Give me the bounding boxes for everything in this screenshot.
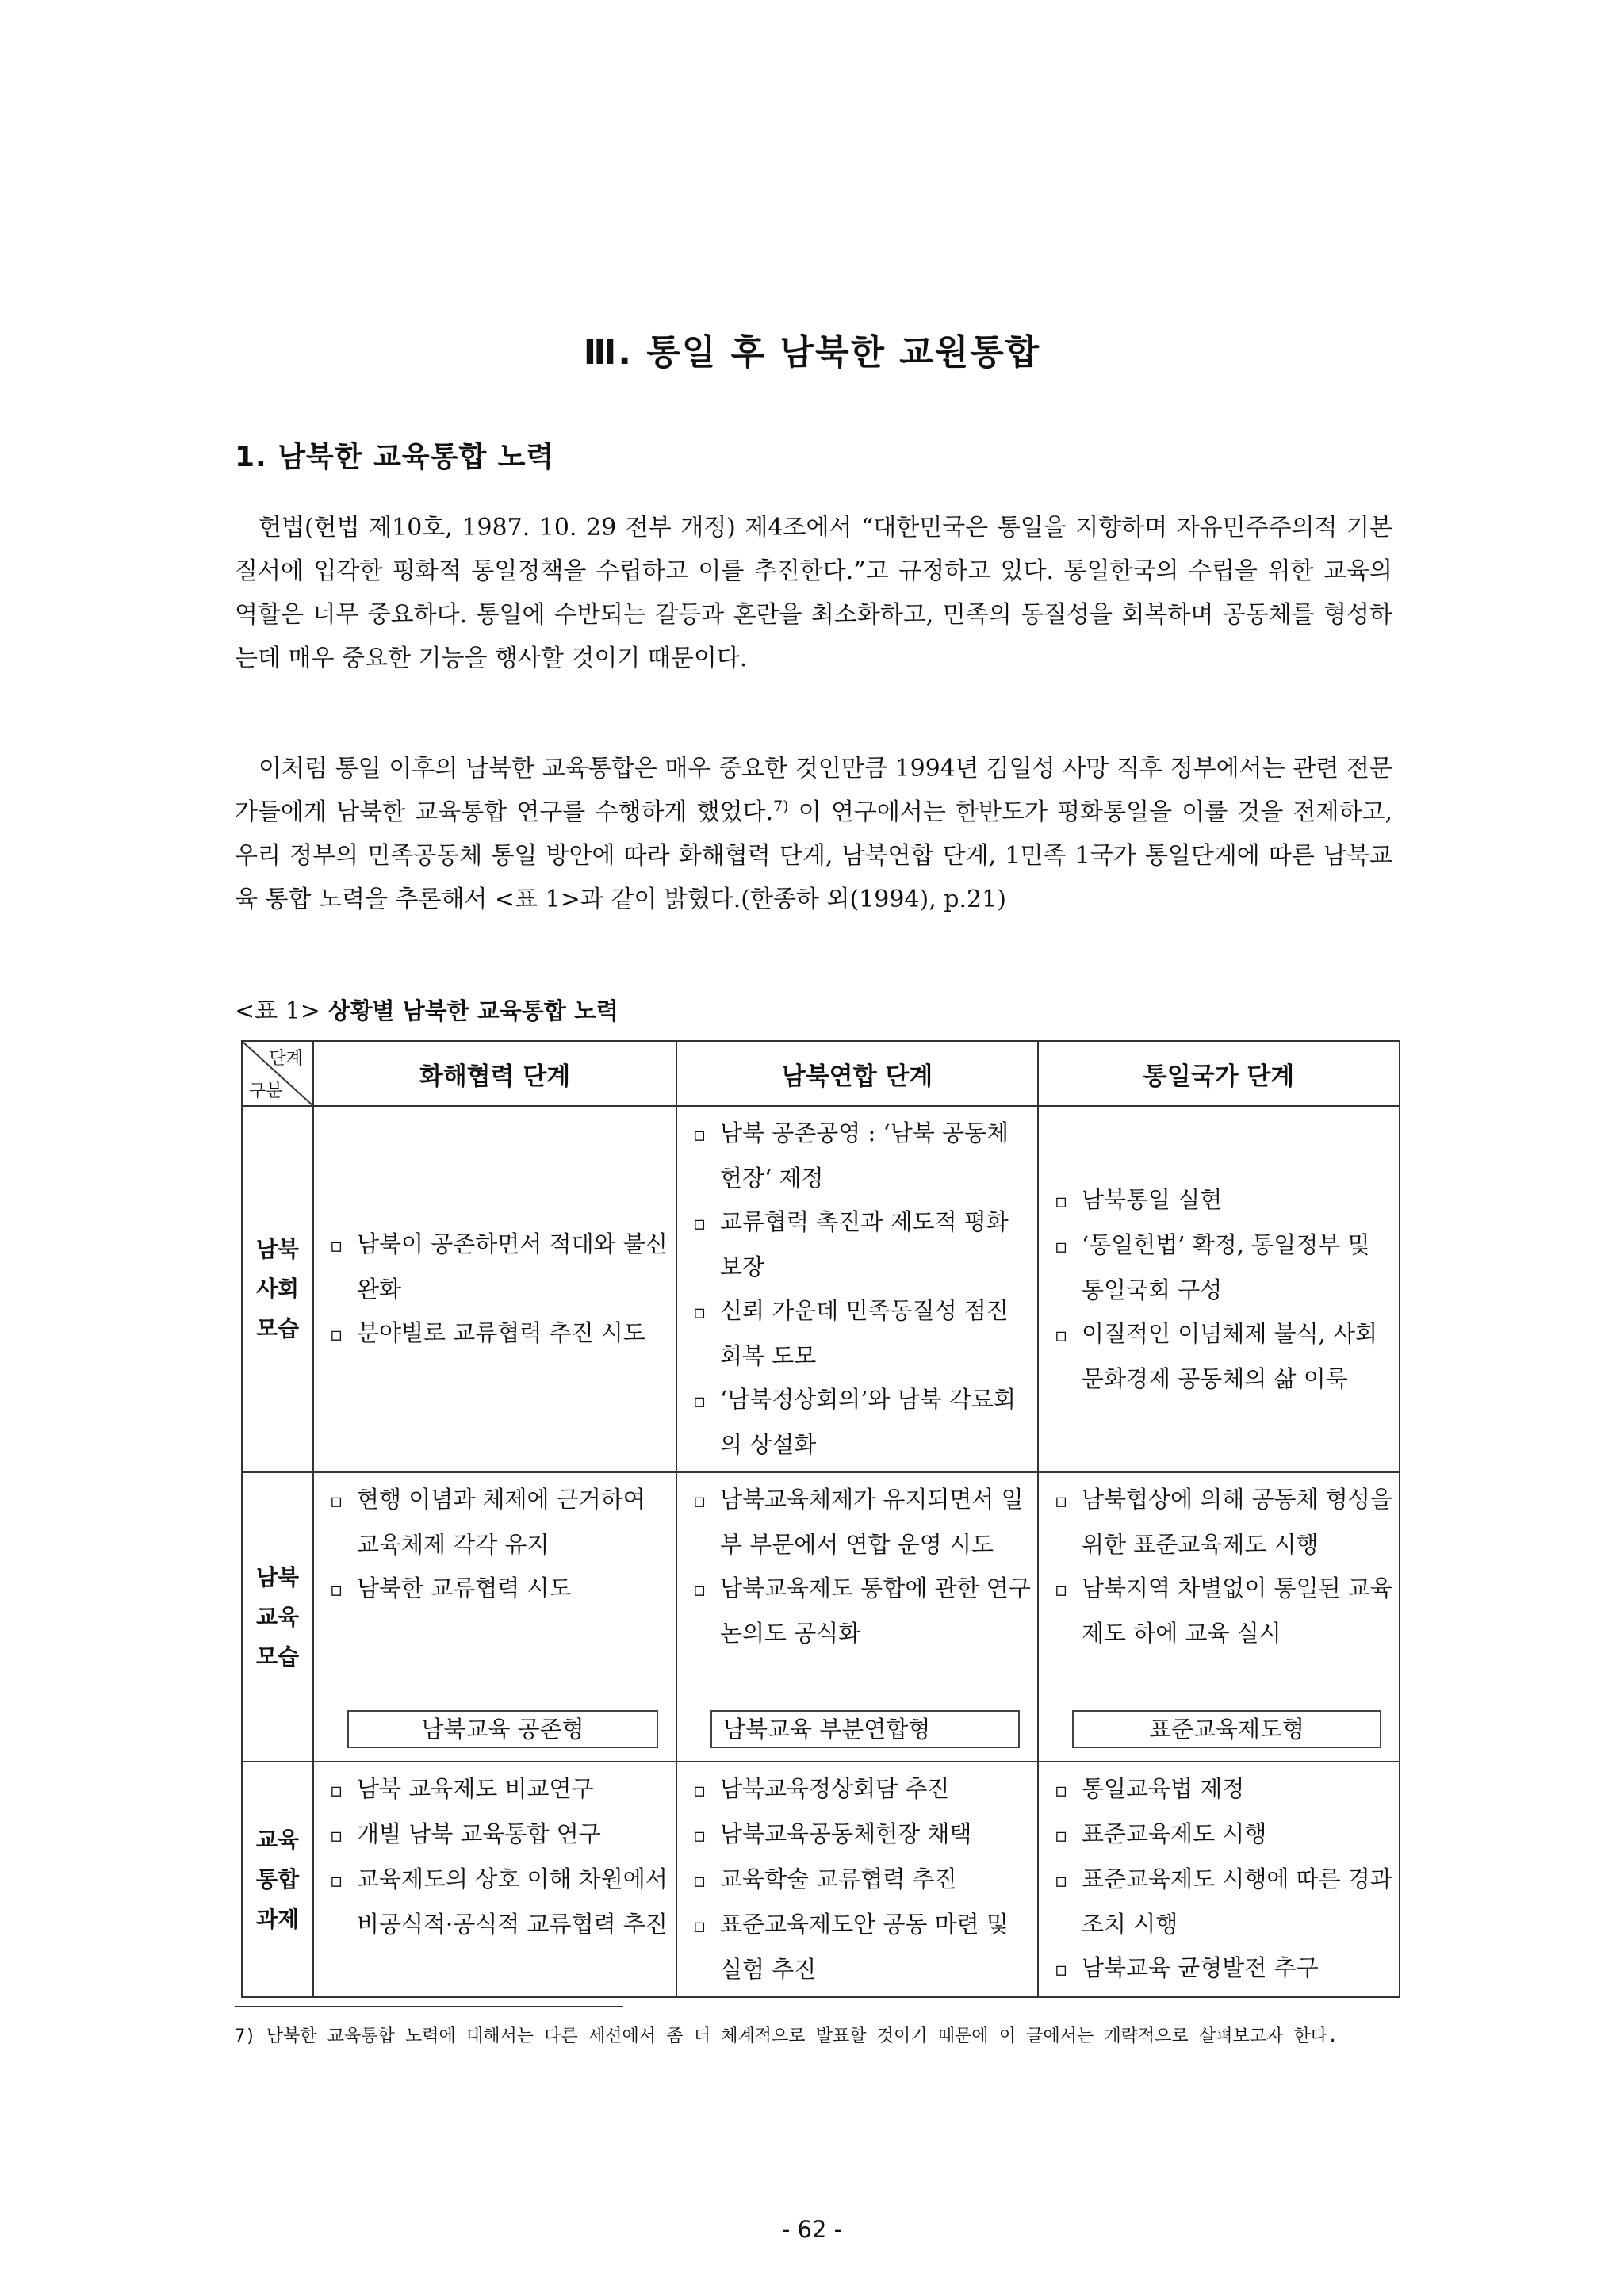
integration-table: [241, 1040, 1400, 1998]
list-item: ▫ 개별 남북 교육통합 연구: [330, 1812, 669, 1858]
footnote-divider: [235, 2006, 623, 2007]
list-item: ▫ 남북협상에 의해 공동체 형성을 위한 표준교육제도 시행: [1055, 1478, 1392, 1567]
list-item: ▫ 남북교육정상회담 추진: [693, 1767, 1031, 1812]
table-caption-title: 상황별 남북한 교육통합 노력: [327, 997, 619, 1024]
list-item: ▫ 표준교육제도 시행: [1055, 1812, 1392, 1858]
list-item: ▫ 교류협력 촉진과 제도적 평화 보장: [693, 1200, 1031, 1289]
list-item: ▫ 교육학술 교류협력 추진: [693, 1858, 1031, 1903]
footnote-reference[interactable]: 7): [773, 798, 789, 815]
list-item: ▫ 남북이 공존하면서 적대와 불신 완화: [330, 1223, 669, 1311]
cell-society-reconciliation: [313, 1106, 676, 1472]
table-caption: [235, 991, 619, 1026]
corner-label-stage: 단계: [269, 1049, 303, 1069]
table-row: [242, 1472, 1400, 1762]
table-caption-number: <표 1>: [235, 997, 320, 1025]
type-box-coexistence: 남북교육 공존형: [347, 1710, 658, 1748]
list-item: ▫ 통일교육법 제정: [1055, 1767, 1392, 1812]
row-label-society: [242, 1106, 313, 1472]
type-box-standard-system: 표준교육제도형: [1072, 1710, 1381, 1748]
list-item: ▫ 남북교육체제가 유지되면서 일부 부문에서 연합 운영 시도: [693, 1478, 1031, 1567]
table-row: [242, 1762, 1400, 1997]
cell-tasks-unified: [1038, 1762, 1400, 1997]
row-label-education: [242, 1472, 313, 1762]
list-item: ▫ 남북지역 차별없이 통일된 교육제도 하에 교육 실시: [1055, 1567, 1392, 1655]
list-item: ▫ 남북통일 실현: [1055, 1178, 1392, 1223]
header-reconciliation-stage: 화해협력 단계: [313, 1041, 676, 1106]
list-item: ▫ 신뢰 가운데 민족동질성 점진 회복 도모: [693, 1289, 1031, 1378]
cell-tasks-reconciliation: [313, 1762, 676, 1997]
list-item: ▫ ‘남북정상회의’와 남북 각료회의 상설화: [693, 1378, 1031, 1467]
paragraph-research-part2: 이 연구에서는 한반도가 평화통일을 이룰 것을 전제하고, 우리 정부의 민족공동체 통일 방안에 따라 화해협력 단계, 남북연합 단계, 1민족 1국가 통일단계에 따른 남북교육 통합 노력을 추론해서 <표 1>과 같이 밝혔다.(한종하 외(1994), p.21): [235, 798, 1392, 913]
cell-tasks-union: [676, 1762, 1038, 1997]
cell-education-union: [676, 1472, 1038, 1762]
table-corner-cell: [242, 1041, 313, 1106]
row-label-text: 남북 교육 모습: [255, 1563, 300, 1670]
paragraph-constitution: 헌법(헌법 제10호, 1987. 10. 29 전부 개정) 제4조에서 “대한민국은 통일을 지향하며 자유민주주의적 기본 질서에 입각한 평화적 통일정책을 수립하고 이를 추진한다.”고 규정하고 있다. 통일한국의 수립을 위한 교육의 역할은 너무 중요하다. 통일에 수반되는 갈등과 혼란을 최소화하고, 민족의 동질성을 회복하며 공동체를 형성하는데 매우 중요한 기능을 행사할 것이기 때문이다.: [235, 514, 1392, 672]
list-item: ▫ 남북교육제도 통합에 관한 연구 논의도 공식화: [693, 1567, 1031, 1655]
cell-education-unified: [1038, 1472, 1400, 1762]
list-item: ▫ 현행 이념과 체제에 근거하여 교육체제 각각 유지: [330, 1478, 669, 1567]
list-item: ▫ 남북교육 균형발전 추구: [1055, 1946, 1392, 1992]
list-item: ▫ 남북교육공동체헌장 채택: [693, 1812, 1031, 1858]
paragraph-research-part1: 이처럼 통일 이후의 남북한 교육통합은 매우 중요한 것인만큼 1994년 김일성 사망 직후 정부에서는 관련 전문가들에게 남북한 교육통합 연구를 수행하게 했었다.: [235, 755, 1392, 826]
row-label-text: 교육 통합 과제: [255, 1826, 300, 1932]
paragraph-research: [235, 747, 1392, 921]
list-item: ▫ 남북한 교류협력 시도: [330, 1567, 669, 1612]
list-item: ▫ 남북 교육제도 비교연구: [330, 1767, 669, 1812]
list-item: ▫ 표준교육제도안 공동 마련 및 실험 추진: [693, 1903, 1031, 1992]
corner-label-category: 구분: [249, 1081, 283, 1101]
list-item: ▫ 분야별로 교류협력 추진 시도: [330, 1311, 669, 1357]
footnote: 7) 남북한 교육통합 노력에 대해서는 다른 세션에서 좀 더 체계적으로 발표할 것이기 때문에 이 글에서는 개략적으로 살펴보고자 한다.: [235, 2026, 1339, 2046]
cell-society-union: [676, 1106, 1038, 1472]
list-item: ▫ ‘통일헌법’ 확정, 통일정부 및 통일국회 구성: [1055, 1223, 1392, 1312]
list-item: ▫ 교육제도의 상호 이해 차원에서 비공식적·공식적 교류협력 추진: [330, 1858, 669, 1946]
type-box-partial-union: 남북교육 부분연합형: [710, 1710, 1020, 1748]
table-row: [242, 1106, 1400, 1472]
list-item: ▫ 이질적인 이념체제 불식, 사회문화경제 공동체의 삶 이룩: [1055, 1312, 1392, 1401]
row-label-tasks: [242, 1762, 313, 1997]
cell-society-unified: [1038, 1106, 1400, 1472]
header-union-stage: 남북연합 단계: [676, 1041, 1038, 1106]
table-header-row: [242, 1041, 1400, 1106]
section-heading: 1. 남북한 교육통합 노력: [235, 441, 555, 473]
cell-education-reconciliation: [313, 1472, 676, 1762]
header-unified-state-stage: 통일국가 단계: [1038, 1041, 1400, 1106]
row-label-text: 남북 사회 모습: [255, 1236, 300, 1341]
list-item: ▫ 남북 공존공영 : ‘남북 공동체 헌장‘ 제정: [693, 1112, 1031, 1200]
list-item: ▫ 표준교육제도 시행에 따른 경과조치 시행: [1055, 1858, 1392, 1946]
page-number: - 62 -: [781, 2216, 843, 2243]
page-title: Ⅲ. 통일 후 남북한 교원통합: [583, 332, 1041, 373]
